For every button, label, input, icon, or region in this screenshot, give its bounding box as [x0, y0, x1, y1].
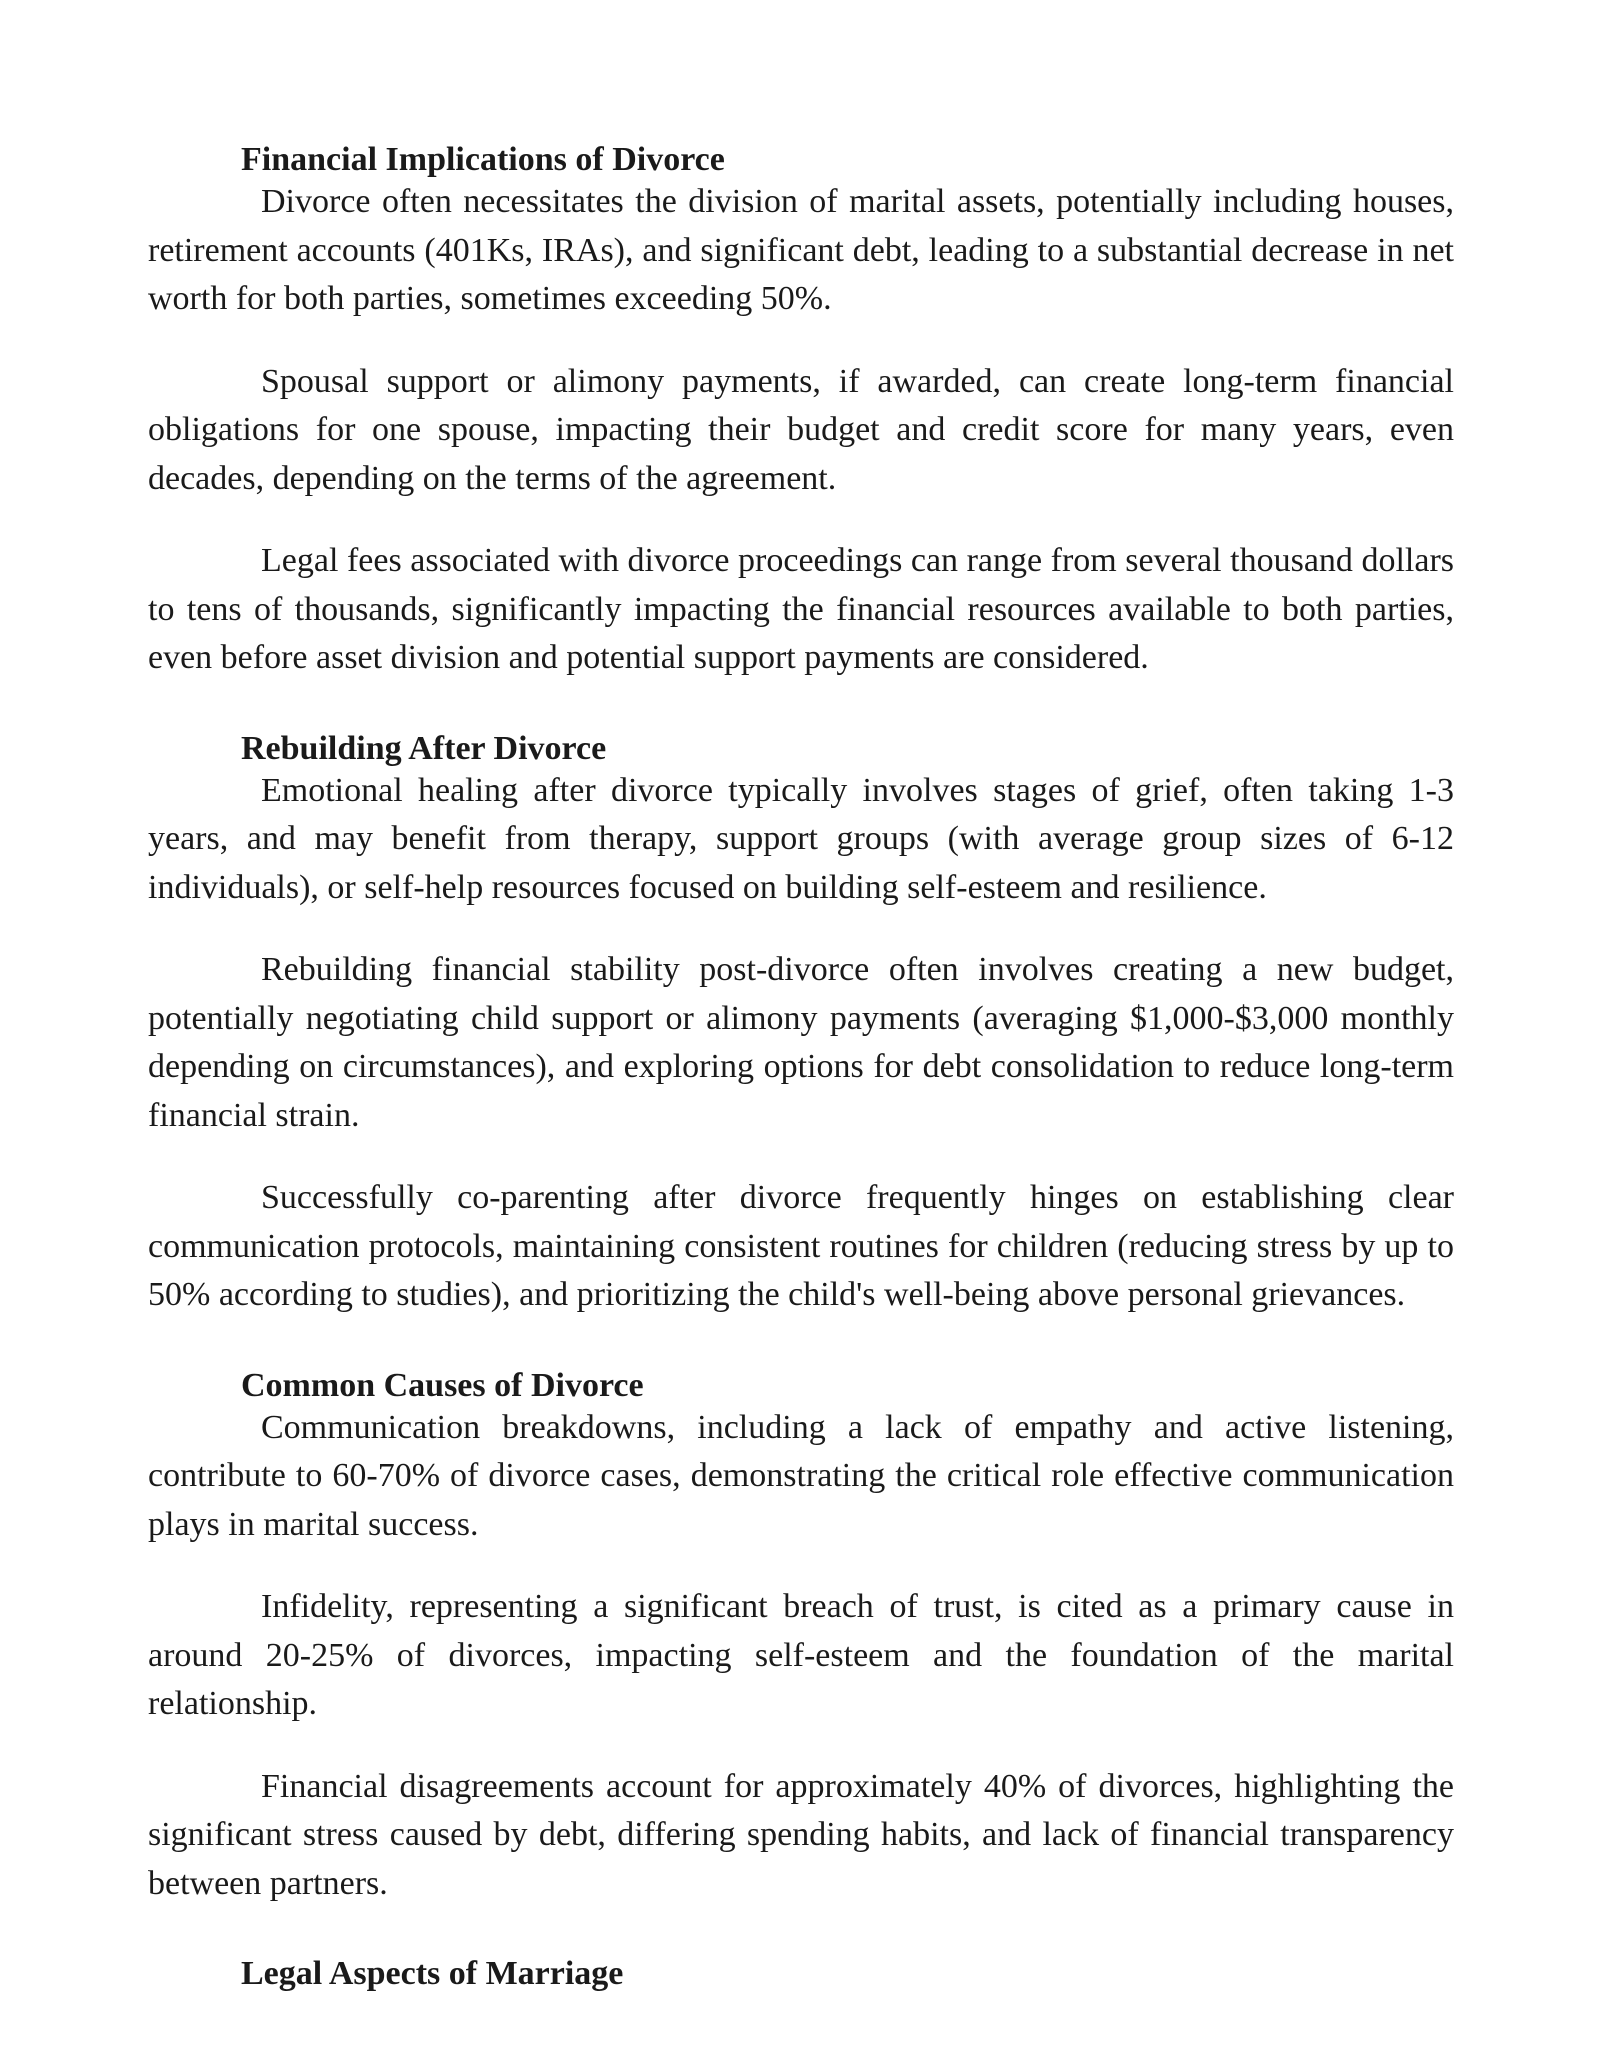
paragraph: Financial disagreements account for approximately 40% of divorces, highlighting the significant stress caused by debt, differing spending habits, and lack of financial transparency between partners.	[148, 1767, 1454, 1902]
paragraph: Spousal support or alimony payments, if awarded, can create long-term financial obligations for one spouse, impacting their budget and credit score for many years, even decades, depending on the terms of the agreement.	[148, 362, 1454, 497]
paragraph: Emotional healing after divorce typically involves stages of grief, often taking 1-3 years, and may benefit from therapy, support groups (with average group sizes of 6-12 individuals), or self-help resources focused on building self-esteem and resilience.	[148, 771, 1454, 906]
paragraph: Communication breakdowns, including a lack of empathy and active listening, contribute to 60-70% of divorce cases, demonstrating the critical role effective communication plays in marital success.	[148, 1408, 1454, 1543]
section-common-causes	[148, 1362, 1454, 1909]
section-title: Financial Implications of Divorce	[241, 141, 725, 178]
paragraph: Legal fees associated with divorce proceedings can range from several thousand dollars to tens of thousands, significantly impacting the financial resources available to both parties, even before asset division and potential support payments are considered.	[148, 542, 1454, 676]
paragraph: Rebuilding financial stability post-divorce often involves creating a new budget, potentially negotiating child support or alimony payments (averaging $1,000-$3,000 monthly depending on circumstances), and exploring options for debt consolidation to reduce long-term financial strain.	[148, 951, 1454, 1134]
section-title: Common Causes of Divorce	[241, 1366, 644, 1404]
section-rebuilding	[148, 725, 1454, 1320]
document-page	[148, 136, 1454, 1992]
section-legal-aspects	[148, 1950, 1454, 1998]
section-title: Legal Aspects of Marriage	[241, 1955, 624, 1992]
paragraph: Divorce often necessitates the division of marital assets, potentially including houses, retirement accounts (401Ks, IRAs), and significant debt, leading to a substantial decrease in net worth for both parties, sometimes exceeding 50%.	[148, 183, 1454, 317]
section-financial-implications	[148, 136, 1454, 683]
paragraph: Infidelity, representing a significant breach of trust, is cited as a primary cause in around 20-25% of divorces, impacting self-esteem and the foundation of the marital relationship.	[148, 1588, 1454, 1722]
paragraph: Successfully co-parenting after divorce frequently hinges on establishing clear communication protocols, maintaining consistent routines for children (reducing stress by up to 50% according to studies), and prioritizing the child's well-being above personal grievances.	[148, 1179, 1454, 1313]
section-title: Rebuilding After Divorce	[241, 729, 607, 767]
